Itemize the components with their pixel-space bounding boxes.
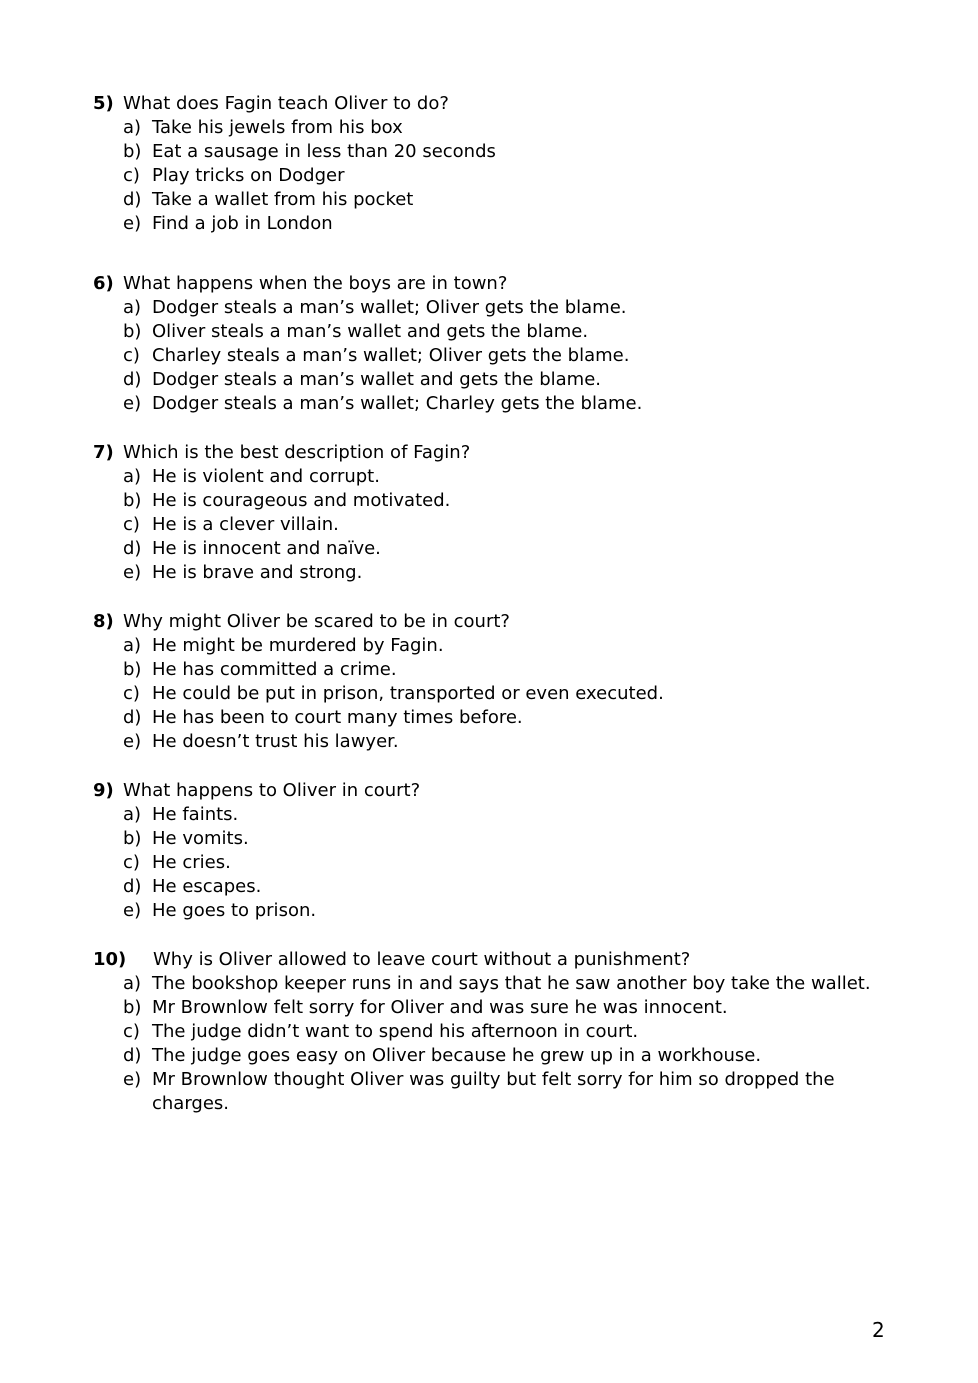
question-8 — [93, 610, 893, 754]
question-6 — [93, 272, 893, 416]
option-text: Charley steals a man’s wallet; Oliver gets the blame. — [152, 345, 630, 366]
option-letter: a) — [123, 973, 142, 994]
answer-option — [93, 368, 893, 392]
question-7 — [93, 441, 893, 585]
option-letter: d) — [123, 189, 142, 210]
answer-option — [93, 320, 893, 344]
option-text: Eat a sausage in less than 20 seconds — [152, 141, 496, 162]
answer-option — [93, 706, 893, 730]
option-text: The judge didn’t want to spend his afternoon in court. — [152, 1021, 639, 1042]
page-number: 2 — [872, 1318, 885, 1342]
answer-option — [93, 513, 893, 537]
option-text: Take his jewels from his box — [152, 117, 403, 138]
option-text: The bookshop keeper runs in and says that he saw another boy take the wallet. — [152, 973, 871, 994]
answer-option — [93, 996, 893, 1020]
question-9 — [93, 779, 893, 923]
answer-option — [93, 875, 893, 899]
option-letter: a) — [123, 635, 142, 656]
option-text: Oliver steals a man’s wallet and gets the blame. — [152, 321, 589, 342]
answer-option — [93, 851, 893, 875]
option-text: Dodger steals a man’s wallet and gets the blame. — [152, 369, 602, 390]
option-text: He is brave and strong. — [152, 562, 363, 583]
option-letter: b) — [123, 321, 142, 342]
question-header — [93, 272, 893, 296]
question-number: 7) — [93, 442, 114, 463]
question-number: 5) — [93, 93, 114, 114]
option-text: Find a job in London — [152, 213, 333, 234]
option-letter: c) — [123, 514, 140, 535]
option-letter: b) — [123, 141, 142, 162]
answer-option — [93, 392, 893, 416]
option-letter: a) — [123, 297, 142, 318]
question-text: Which is the best description of Fagin? — [123, 442, 471, 463]
option-text: He has committed a crime. — [152, 659, 397, 680]
answer-option — [93, 827, 893, 851]
option-letter: b) — [123, 659, 142, 680]
answer-option — [93, 682, 893, 706]
option-letter: e) — [123, 731, 142, 752]
option-letter: d) — [123, 369, 142, 390]
answer-option — [93, 489, 893, 513]
option-letter: b) — [123, 490, 142, 511]
option-text: He might be murdered by Fagin. — [152, 635, 444, 656]
option-letter: d) — [123, 707, 142, 728]
option-text: He is violent and corrupt. — [152, 466, 380, 487]
option-letter: c) — [123, 345, 140, 366]
option-letter: e) — [123, 562, 142, 583]
question-header — [93, 610, 893, 634]
option-text: He is innocent and naïve. — [152, 538, 381, 559]
question-number: 9) — [93, 780, 114, 801]
question-number: 10) — [93, 949, 127, 970]
answer-option — [93, 188, 893, 212]
answer-option — [93, 164, 893, 188]
question-text: What happens to Oliver in court? — [123, 780, 421, 801]
question-5 — [93, 92, 893, 236]
option-text: He could be put in prison, transported or even executed. — [152, 683, 664, 704]
option-text: He has been to court many times before. — [152, 707, 523, 728]
answer-option — [93, 803, 893, 827]
option-text: Dodger steals a man’s wallet; Oliver gets the blame. — [152, 297, 627, 318]
answer-option — [93, 140, 893, 164]
answer-option — [93, 1020, 893, 1044]
answer-option — [93, 344, 893, 368]
option-text: He is courageous and motivated. — [152, 490, 451, 511]
question-header — [93, 948, 893, 972]
question-text: Why is Oliver allowed to leave court without a punishment? — [153, 949, 691, 970]
option-text: Dodger steals a man’s wallet; Charley gets the blame. — [152, 393, 643, 414]
option-letter: d) — [123, 538, 142, 559]
option-letter: e) — [123, 213, 142, 234]
option-letter: d) — [123, 876, 142, 897]
question-text: Why might Oliver be scared to be in court? — [123, 611, 510, 632]
option-text: He escapes. — [152, 876, 262, 897]
option-letter: a) — [123, 117, 142, 138]
answer-option — [93, 561, 893, 585]
option-text: He doesn’t trust his lawyer. — [152, 731, 399, 752]
question-number: 8) — [93, 611, 114, 632]
question-header — [93, 441, 893, 465]
option-text: Take a wallet from his pocket — [152, 189, 414, 210]
question-text: What happens when the boys are in town? — [123, 273, 508, 294]
option-letter: c) — [123, 1021, 140, 1042]
answer-option — [93, 537, 893, 561]
option-text: He vomits. — [152, 828, 249, 849]
option-letter: a) — [123, 466, 142, 487]
answer-option — [93, 658, 893, 682]
option-letter: d) — [123, 1045, 142, 1066]
question-number: 6) — [93, 273, 114, 294]
answer-option — [93, 634, 893, 658]
option-text: He is a clever villain. — [152, 514, 339, 535]
question-header — [93, 779, 893, 803]
option-text: The judge goes easy on Oliver because he grew up in a workhouse. — [152, 1045, 762, 1066]
option-letter: e) — [123, 900, 142, 921]
option-text: Mr Brownlow felt sorry for Oliver and was sure he was innocent. — [152, 997, 728, 1018]
option-text: He faints. — [152, 804, 239, 825]
option-text: Play tricks on Dodger — [152, 165, 345, 186]
question-header — [93, 92, 893, 116]
option-letter: b) — [123, 997, 142, 1018]
answer-option — [93, 972, 893, 996]
option-text: He cries. — [152, 852, 231, 873]
answer-option — [93, 212, 893, 236]
option-letter: e) — [123, 1069, 142, 1090]
option-letter: c) — [123, 852, 140, 873]
answer-option — [93, 116, 893, 140]
option-letter: c) — [123, 683, 140, 704]
answer-option — [93, 296, 893, 320]
option-letter: a) — [123, 804, 142, 825]
question-10 — [93, 948, 893, 1116]
option-text: Mr Brownlow thought Oliver was guilty but felt sorry for him so dropped the charges. — [152, 1069, 835, 1114]
answer-option — [93, 1068, 893, 1116]
answer-option — [93, 899, 893, 923]
option-letter: c) — [123, 165, 140, 186]
answer-option — [93, 1044, 893, 1068]
question-text: What does Fagin teach Oliver to do? — [123, 93, 449, 114]
option-letter: e) — [123, 393, 142, 414]
option-text: He goes to prison. — [152, 900, 317, 921]
option-letter: b) — [123, 828, 142, 849]
answer-option — [93, 730, 893, 754]
answer-option — [93, 465, 893, 489]
